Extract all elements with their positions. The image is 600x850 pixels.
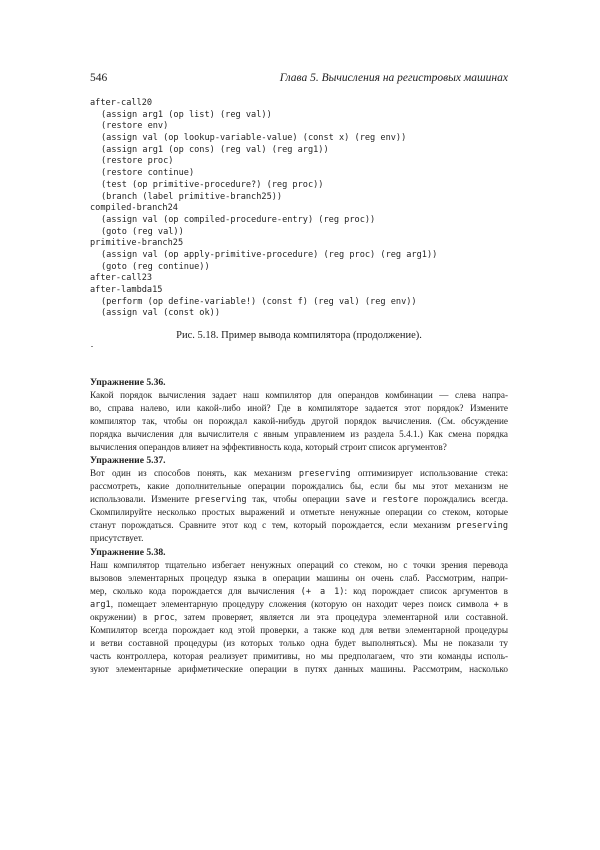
paragraph-line: и ветви составной процедуры (из которых только одна будет выполняться). Мы не показали ту <box>90 638 508 648</box>
paragraph-line: часть контроллера, которая реализует примитивы, но мы предполагаем, что эти команды исполь- <box>90 651 508 661</box>
text-span: , помещает элементарную процедуру сложения (которую он находит через поиск символа <box>110 599 494 609</box>
exercise-title: Упражнение 5.38. <box>90 547 166 558</box>
text-span: оптимизирует использование стека: <box>350 468 508 478</box>
code-instruction: (restore continue) <box>101 168 195 179</box>
text-span: в <box>498 599 508 609</box>
code-term: preserving <box>456 521 508 531</box>
paragraph-line <box>90 611 508 624</box>
code-instruction: (restore env) <box>101 121 169 132</box>
code-term: (+ a 1) <box>300 587 345 597</box>
paragraph-line: порядка вычисления для вычислителя с явным управлением из раздела 5.4.1.) Как смена порядка <box>90 429 508 439</box>
page-mark <box>91 346 93 347</box>
paragraph-line <box>90 585 508 598</box>
text-span: так, чтобы операции <box>246 494 346 504</box>
code-instruction: (assign val (op apply-primitive-procedure) (reg proc) (reg arg1)) <box>101 249 438 260</box>
paragraph-line: Скомпилируйте несколько простых выражений и отметьте ненужные операции со стеком, которые <box>90 507 508 517</box>
paragraph-line <box>90 493 508 506</box>
code-label: compiled-branch24 <box>90 203 178 214</box>
paragraph-line: компилятор так, чтобы он порождал какой-нибудь другой порядок вычисления. (См. обсуждение <box>90 416 508 426</box>
exercise-5-37 <box>90 454 508 545</box>
page-number: 546 <box>90 72 108 84</box>
exercise-title: Упражнение 5.36. <box>90 377 166 388</box>
code-listing <box>90 98 510 320</box>
paragraph-line: присутствует. <box>90 533 144 543</box>
exercise-title: Упражнение 5.37. <box>90 455 166 466</box>
code-instruction: (goto (reg continue)) <box>101 261 210 272</box>
text-span: порождались всегда. <box>418 494 508 504</box>
exercise-5-36 <box>90 376 508 454</box>
text-span: и <box>365 494 383 504</box>
code-instruction: (branch (label primitive-branch25)) <box>101 191 283 202</box>
paragraph-line <box>90 519 508 532</box>
paragraph-line: рассмотреть, какие дополнительные операции порождались бы, если бы мы этот механизм не <box>90 481 508 491</box>
text-span: мер, сколько кода порождается для вычисления <box>90 586 301 596</box>
text-span: станут порождаться. Сравните этот код с тем, который порождается, если механизм <box>90 520 457 530</box>
paragraph-line <box>90 467 508 480</box>
paragraph-line: во, справа налево, или какой-либо иной? Где в компиляторе задается этот порядок? Измените <box>90 403 508 413</box>
paragraph-line: Какой порядок вычисления задает наш компилятор для операндов комбинации — слева напра- <box>90 390 508 400</box>
text-span: Вот один из способов понять, как механизм <box>90 468 299 478</box>
code-label: after-call23 <box>90 273 153 284</box>
code-instruction: (assign val (const ok)) <box>101 308 220 319</box>
text-span: окружении) в <box>90 612 155 622</box>
paragraph-line: вызовов элементарных процедур языка в операции машины он очень слаб. Рассмотрим, напри- <box>90 573 508 583</box>
code-term: preserving <box>298 469 351 479</box>
code-instruction: (test (op primitive-procedure?) (reg proc)) <box>101 179 324 190</box>
paragraph-line: вычисления операндов влияет на эффективность кода, который строит список аргументов? <box>90 442 447 452</box>
code-label: after-lambda15 <box>90 285 163 295</box>
paragraph-line: зуют элементарные арифметические операции в путях данных машины. Рассмотрим, насколько <box>90 664 508 674</box>
code-term: save <box>345 495 366 505</box>
running-header <box>90 72 508 86</box>
code-label: after-call20 <box>90 98 153 108</box>
figure-caption: Рис. 5.18. Пример вывода компилятора (продолжение). <box>176 330 422 341</box>
text-span: , затем проверяет, является ли эта процедура элементарной или составной. <box>174 612 508 622</box>
chapter-title: Глава 5. Вычисления на регистровых машинах <box>279 72 508 84</box>
text-span: : код порождает список аргументов в <box>344 586 509 596</box>
exercise-5-38 <box>90 546 508 676</box>
paragraph-line: Компилятор всегда порождает код этой проверки, а также код для ветви элементарной процедуры <box>90 625 508 635</box>
code-term: + <box>493 600 499 610</box>
text-span: использовали. Измените <box>90 494 195 504</box>
code-instruction: (restore proc) <box>101 156 174 167</box>
code-term: restore <box>382 495 419 505</box>
code-label: primitive-branch25 <box>90 238 184 249</box>
code-instruction: (perform (op define-variable!) (const f) (reg val) (reg env)) <box>101 296 417 307</box>
paragraph-line: Наш компилятор тщательно избегает ненужных операций со стеком, но с точки зрения перевода <box>90 560 508 570</box>
code-instruction: (assign arg1 (op list) (reg val)) <box>101 109 272 120</box>
code-instruction: (assign val (op lookup-variable-value) (const x) (reg env)) <box>101 133 407 144</box>
code-instruction: (goto (reg val)) <box>101 226 184 237</box>
paragraph-line <box>90 598 508 611</box>
code-instruction: (assign val (op compiled-procedure-entry) (reg proc)) <box>101 214 376 225</box>
code-term: arg1 <box>90 600 111 610</box>
code-term: proc <box>154 613 175 623</box>
code-instruction: (assign arg1 (op cons) (reg val) (reg arg1)) <box>101 144 329 155</box>
code-term: preserving <box>194 495 247 505</box>
